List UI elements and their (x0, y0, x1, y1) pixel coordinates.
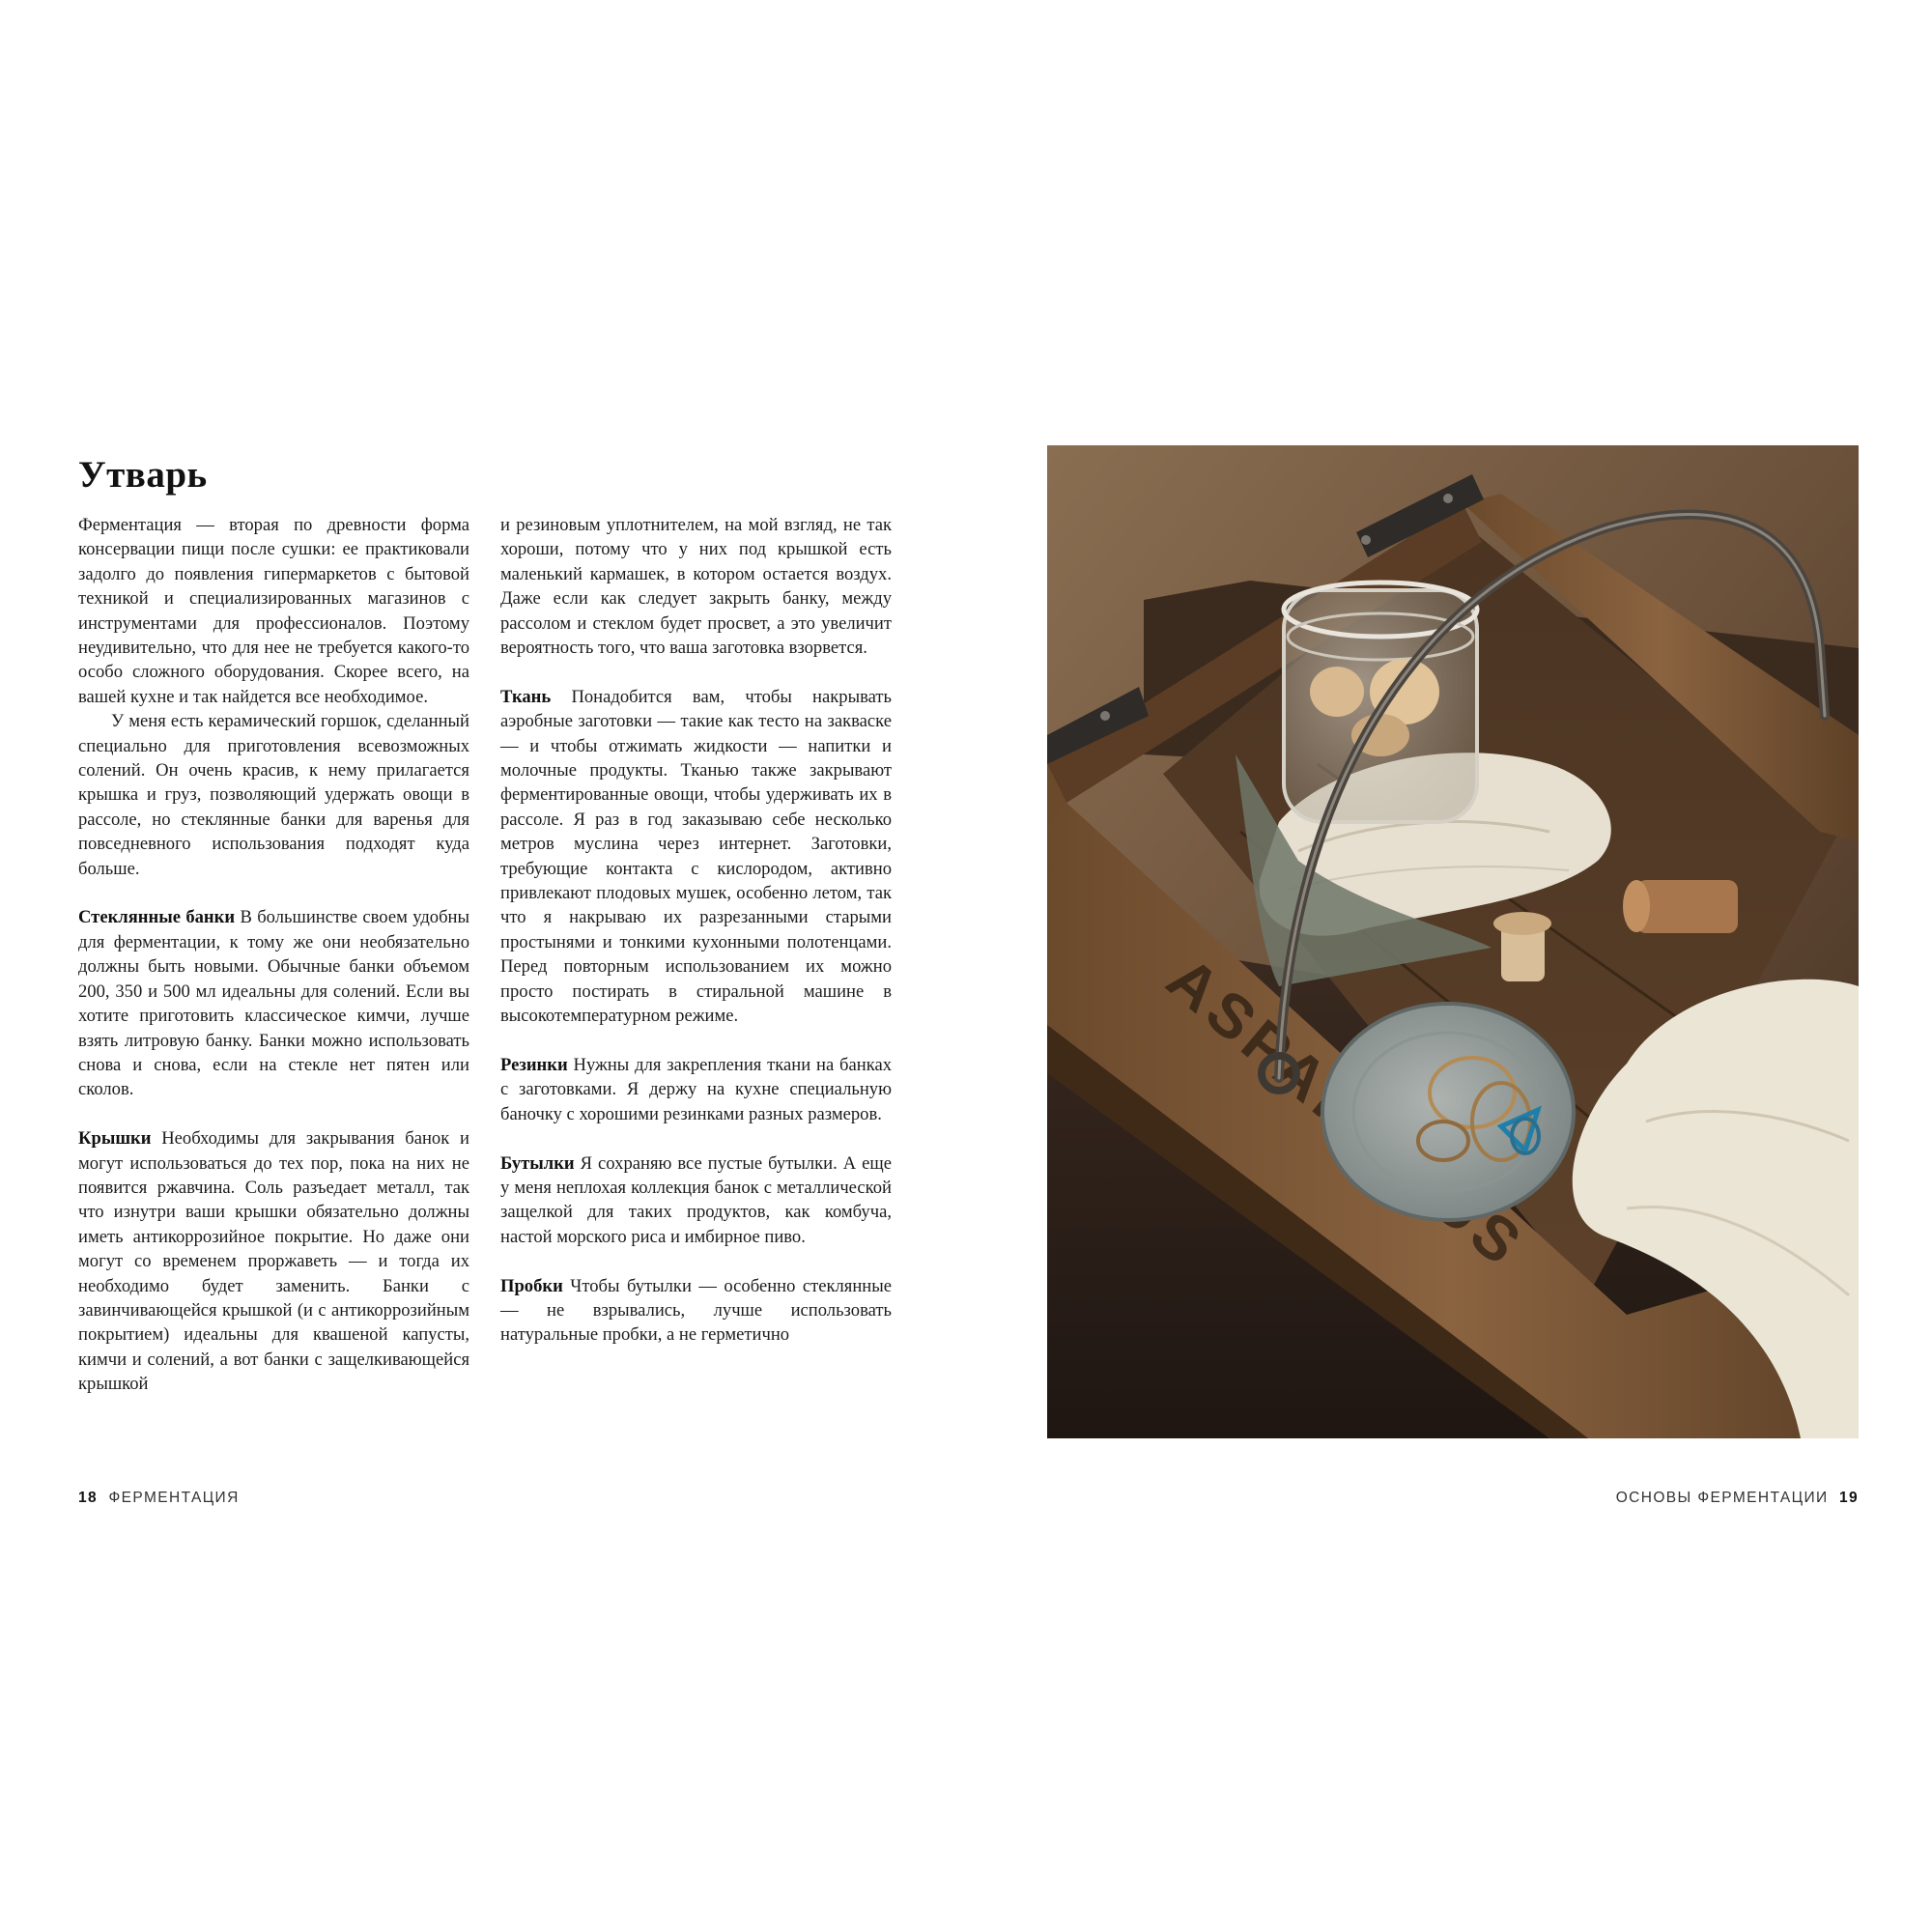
section-bottles (500, 1151, 892, 1250)
section-corks (500, 1274, 892, 1348)
running-title-left: ФЕРМЕНТАЦИЯ (108, 1490, 240, 1506)
intro-paragraph: Ферментация — вторая по древности форма консервации пищи после сушки: ее практиковали задолго до появления гипермаркетов с бытовой техникой и специализированных магазинов с инструментами для профессионалов. Поэтому неудивительно, что для нее не требуется какого-то особо сложного оборудования. Скорее всего, на вашей кухне и так найдется все необходимое. (78, 515, 469, 707)
crate-photo (1047, 445, 1859, 1438)
page-title: Утварь (78, 454, 208, 496)
wine-cork-end (1623, 880, 1650, 932)
section-rubber-bands (500, 1053, 892, 1126)
text-rubber-bands: Нужны для закрепления ткани на банках с заготовками. Я держу на кухне специальную баночку с хорошими резинками разных размеров. (500, 1054, 892, 1124)
text-lids: Необходимы для закрывания банок и могут использоваться до тех пор, пока на них не появится ржавчина. Соль разъедает металл, так что изнутри ваши крышки обязательно должны иметь антикоррозийное покрытие. Но даже они могут со временем проржаветь — и тогда их необходимо будет заменить. Банки с завинчивающейся крышкой (и с антикоррозийным покрытием) идеальны для квашеной капусты, кимчи и солений, а вот банки с защелкивающейся крышкой (78, 1128, 469, 1395)
right-text-column (500, 513, 892, 1348)
rivet (1100, 711, 1110, 721)
crate-illustration (1047, 445, 1859, 1438)
term-lids: Крышки (78, 1128, 152, 1150)
footer-right (1616, 1486, 1859, 1511)
pot-paragraph: У меня есть керамический горшок, сделанный специально для приготовления всевозможных солений. Он очень красив, к нему прилагается крышка и груз, позволяющий удержать овощи в рассоле, но стеклянные банки для варенья для повседневного использования подходят куда больше. (78, 711, 469, 879)
rivet (1443, 494, 1453, 503)
section-glass-jars (78, 905, 469, 1101)
rivet (1361, 535, 1371, 545)
text-glass-jars: В большинстве своем удобны для ферментации, к тому же они необязательно должны быть новыми. Обычные банки объемом 200, 350 и 500 мл идеальны для солений. Если вы хотите приготовить классическое кимчи, лучше взять литровую банку. Банки можно использовать снова и снова, если на стекле нет пятен или сколов. (78, 907, 469, 1100)
tapered-cork-top (1493, 912, 1551, 935)
running-title-right: ОСНОВЫ ФЕРМЕНТАЦИИ (1615, 1490, 1829, 1506)
page-number-right: 19 (1838, 1490, 1859, 1506)
wine-cork (1636, 880, 1738, 933)
term-corks: Пробки (500, 1275, 563, 1296)
term-fabric: Ткань (500, 686, 552, 707)
term-glass-jars: Стеклянные банки (78, 907, 236, 928)
footer-left (78, 1486, 240, 1511)
left-text-column (78, 513, 469, 1397)
text-fabric: Понадобится вам, чтобы накрывать аэробные заготовки — такие как тесто на закваске — и чтобы отжимать жидкости — напитки и молочные продукты. Тканью также закрывают ферментированные овощи, чтобы удерживать их в рассоле. Я раз в год заказываю себе несколько метров муслина через интернет. Заготовки, требующие контакта с кислородом, активно привлекают плодовых мушек, особенно летом, так что я накрываю их разрезанными старыми простынями и тонкими кухонными полотенцами. Перед повторным использованием их можно просто постирать в стиральной машине в высокотемпературном режиме. (500, 686, 892, 1027)
page-number-left: 18 (78, 1490, 99, 1506)
term-rubber-bands: Резинки (500, 1054, 568, 1075)
cork (1310, 667, 1364, 717)
section-lids (78, 1126, 469, 1396)
section-fabric (500, 685, 892, 1029)
lids-continuation-paragraph: и резиновым уплотнителем, на мой взгляд, не так хороши, потому что у них под крышкой есть маленький кармашек, в котором остается воздух. Даже если как следует закрыть банку, между рассолом и стеклом будет просвет, а это увеличит вероятность того, что ваша заготовка взорвется. (500, 515, 892, 659)
term-bottles: Бутылки (500, 1152, 575, 1174)
text-bottles: Я сохраняю все пустые бутылки. А еще у меня неплохая коллекция банок с металлической защелкой для таких продуктов, как комбуча, настой морского риса и имбирное пиво. (500, 1152, 892, 1247)
text-corks: Чтобы бутылки — особенно стеклянные — не взрывались, лучше использовать натуральные пробки, а не герметично (500, 1275, 892, 1346)
